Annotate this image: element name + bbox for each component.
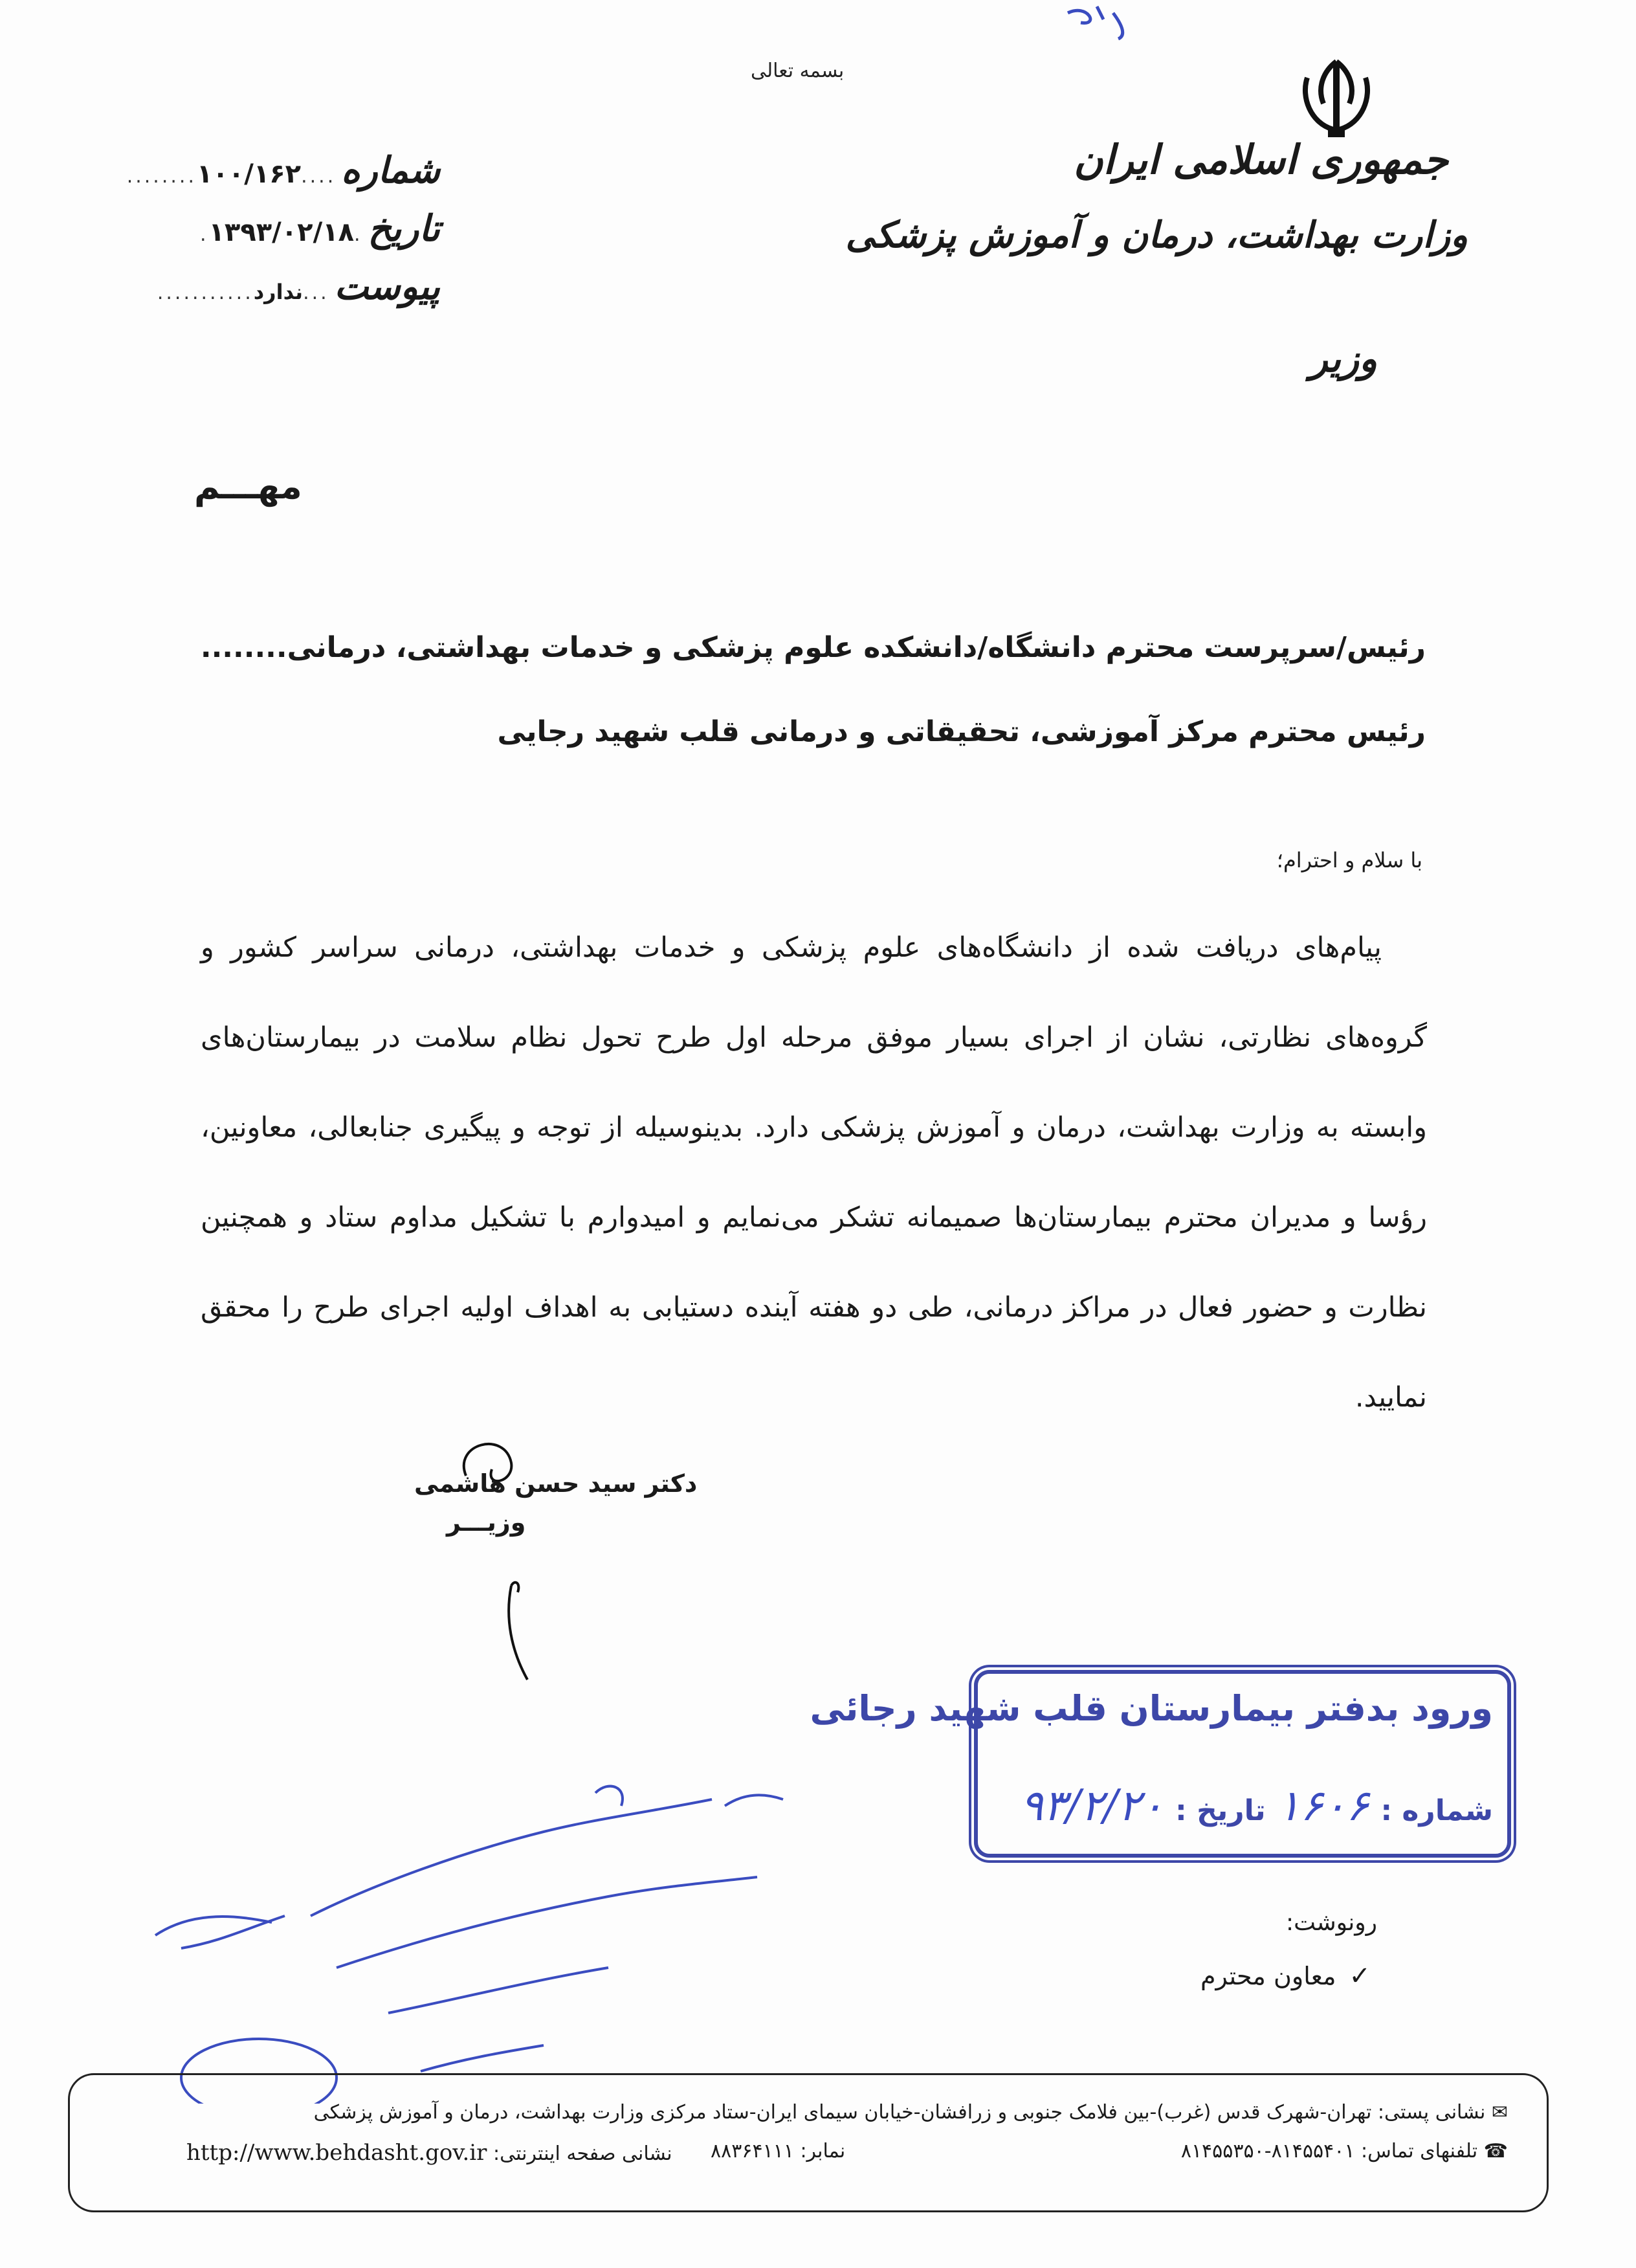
letter-meta bbox=[126, 149, 440, 324]
website-link[interactable]: http://www.behdasht.gov.ir bbox=[186, 2140, 487, 2166]
footer-website bbox=[186, 2140, 672, 2166]
number-value: ۱۰۰/۱۶۲ bbox=[197, 159, 302, 189]
received-stamp bbox=[810, 1670, 1511, 1858]
footer-fax: نمابر: ۸۸۳۶۴۱۱۱ bbox=[711, 2140, 846, 2162]
letter-body bbox=[201, 903, 1427, 1443]
stamp-title: ورود بدفتر بیمارستان قلب شهید رجائی bbox=[810, 1688, 1493, 1729]
attachment-label: پیوست bbox=[334, 265, 440, 308]
dots: . bbox=[199, 223, 209, 246]
handwritten-note bbox=[142, 1767, 822, 2104]
cc-item bbox=[1200, 1961, 1371, 1991]
attachment-value: ندارد bbox=[253, 280, 304, 304]
recipient-2: رئیس محترم مرکز آموزشی، تحقیقاتی و درمانی قلب شهید رجایی bbox=[497, 715, 1426, 748]
number-label: شماره bbox=[341, 149, 440, 192]
attachment-row bbox=[157, 265, 440, 324]
ministry-title: وزارت بهداشت، درمان و آموزش پزشکی bbox=[845, 214, 1468, 256]
cc-item-text: معاون محترم bbox=[1200, 1962, 1336, 1990]
dots: ... bbox=[303, 282, 329, 304]
website-label: نشانی صفحه اینترنتی: bbox=[492, 2142, 672, 2165]
footer-phone-line bbox=[1181, 2140, 1508, 2162]
stamp-number-label: شماره : bbox=[1380, 1794, 1493, 1827]
date-value: ۱۳۹۳/۰۲/۱۸ bbox=[208, 217, 355, 247]
office-title: وزیر bbox=[1309, 337, 1377, 381]
signatory-name: دکتر سید حسن هاشمی bbox=[414, 1469, 698, 1498]
dots: . bbox=[354, 223, 363, 246]
stamp-row bbox=[1020, 1781, 1493, 1830]
recipient-1: رئیس/سرپرست محترم دانشگاه/دانشکده علوم پزشکی و خدمات بهداشتی، درمانی........ bbox=[200, 631, 1426, 664]
stamp-date-value: ۹۳/۲/۲۰ bbox=[1020, 1781, 1164, 1830]
signatory-title: وزیـــر bbox=[447, 1508, 526, 1537]
dots: .... bbox=[301, 165, 337, 188]
date-row bbox=[168, 207, 440, 265]
dots: ........ bbox=[126, 165, 197, 188]
signature-scribble bbox=[414, 1424, 647, 1696]
top-handwritten-mark bbox=[1061, 0, 1139, 52]
greeting: با سلام و احترام؛ bbox=[1276, 848, 1422, 873]
footer-address: نشانی پستی: تهران-شهرک قدس (غرب)-بین فلامک جنوبی و زرافشان-خیابان سیمای ایران-ستاد مرکزی وزارت بهداشت، درمان و آموزش پزشکی bbox=[313, 2101, 1486, 2124]
stamp-number-value: ۱۶۰۶ bbox=[1277, 1781, 1369, 1830]
bismillah: بسمه تعالی bbox=[751, 60, 845, 82]
mail-icon: ✉ bbox=[1491, 2101, 1508, 2124]
dots: ........... bbox=[157, 282, 254, 304]
priority-label: مهـــم bbox=[194, 466, 302, 507]
iran-emblem-icon bbox=[1288, 52, 1385, 142]
body-text: پیام‌های دریافت شده از دانشگاه‌های علوم پزشکی و خدمات بهداشتی، درمانی سراسر کشور و گروه‌های نظارتی، نشان از اجرای بسیار موفق مرحله اول طرح تحول نظام سلامت در بیمارستان‌های وابسته به وزارت بهداشت، درمان و آموزش پزشکی دارد. بدینوسیله از توجه و پیگیری جنابعالی، معاونین، رؤسا و مدیران محترم بیمارستان‌ها صمیمانه تشکر می‌نمایم و امیدوارم با تشکیل مداوم ستاد و همچنین نظارت و حضور فعال در مراکز درمانی، طی دو هفته آینده دستیابی به اهداف اولیه اجرای طرح را محقق نمایید. bbox=[201, 931, 1427, 1414]
check-icon: ✓ bbox=[1349, 1961, 1371, 1991]
date-label: تاریخ bbox=[368, 207, 440, 250]
footer-phones: تلفنهای تماس: ۸۱۴۵۵۴۰۱-۸۱۴۵۵۳۵۰ bbox=[1180, 2140, 1478, 2162]
letterhead-footer bbox=[68, 2073, 1549, 2212]
number-row bbox=[126, 149, 440, 207]
phone-icon: ☎ bbox=[1483, 2140, 1508, 2162]
stamp-date-label: تاریخ : bbox=[1175, 1794, 1266, 1827]
republic-title: جمهوری اسلامی ایران bbox=[1074, 136, 1448, 183]
cc-label: رونوشت: bbox=[1285, 1909, 1377, 1936]
footer-address-line bbox=[314, 2101, 1508, 2124]
